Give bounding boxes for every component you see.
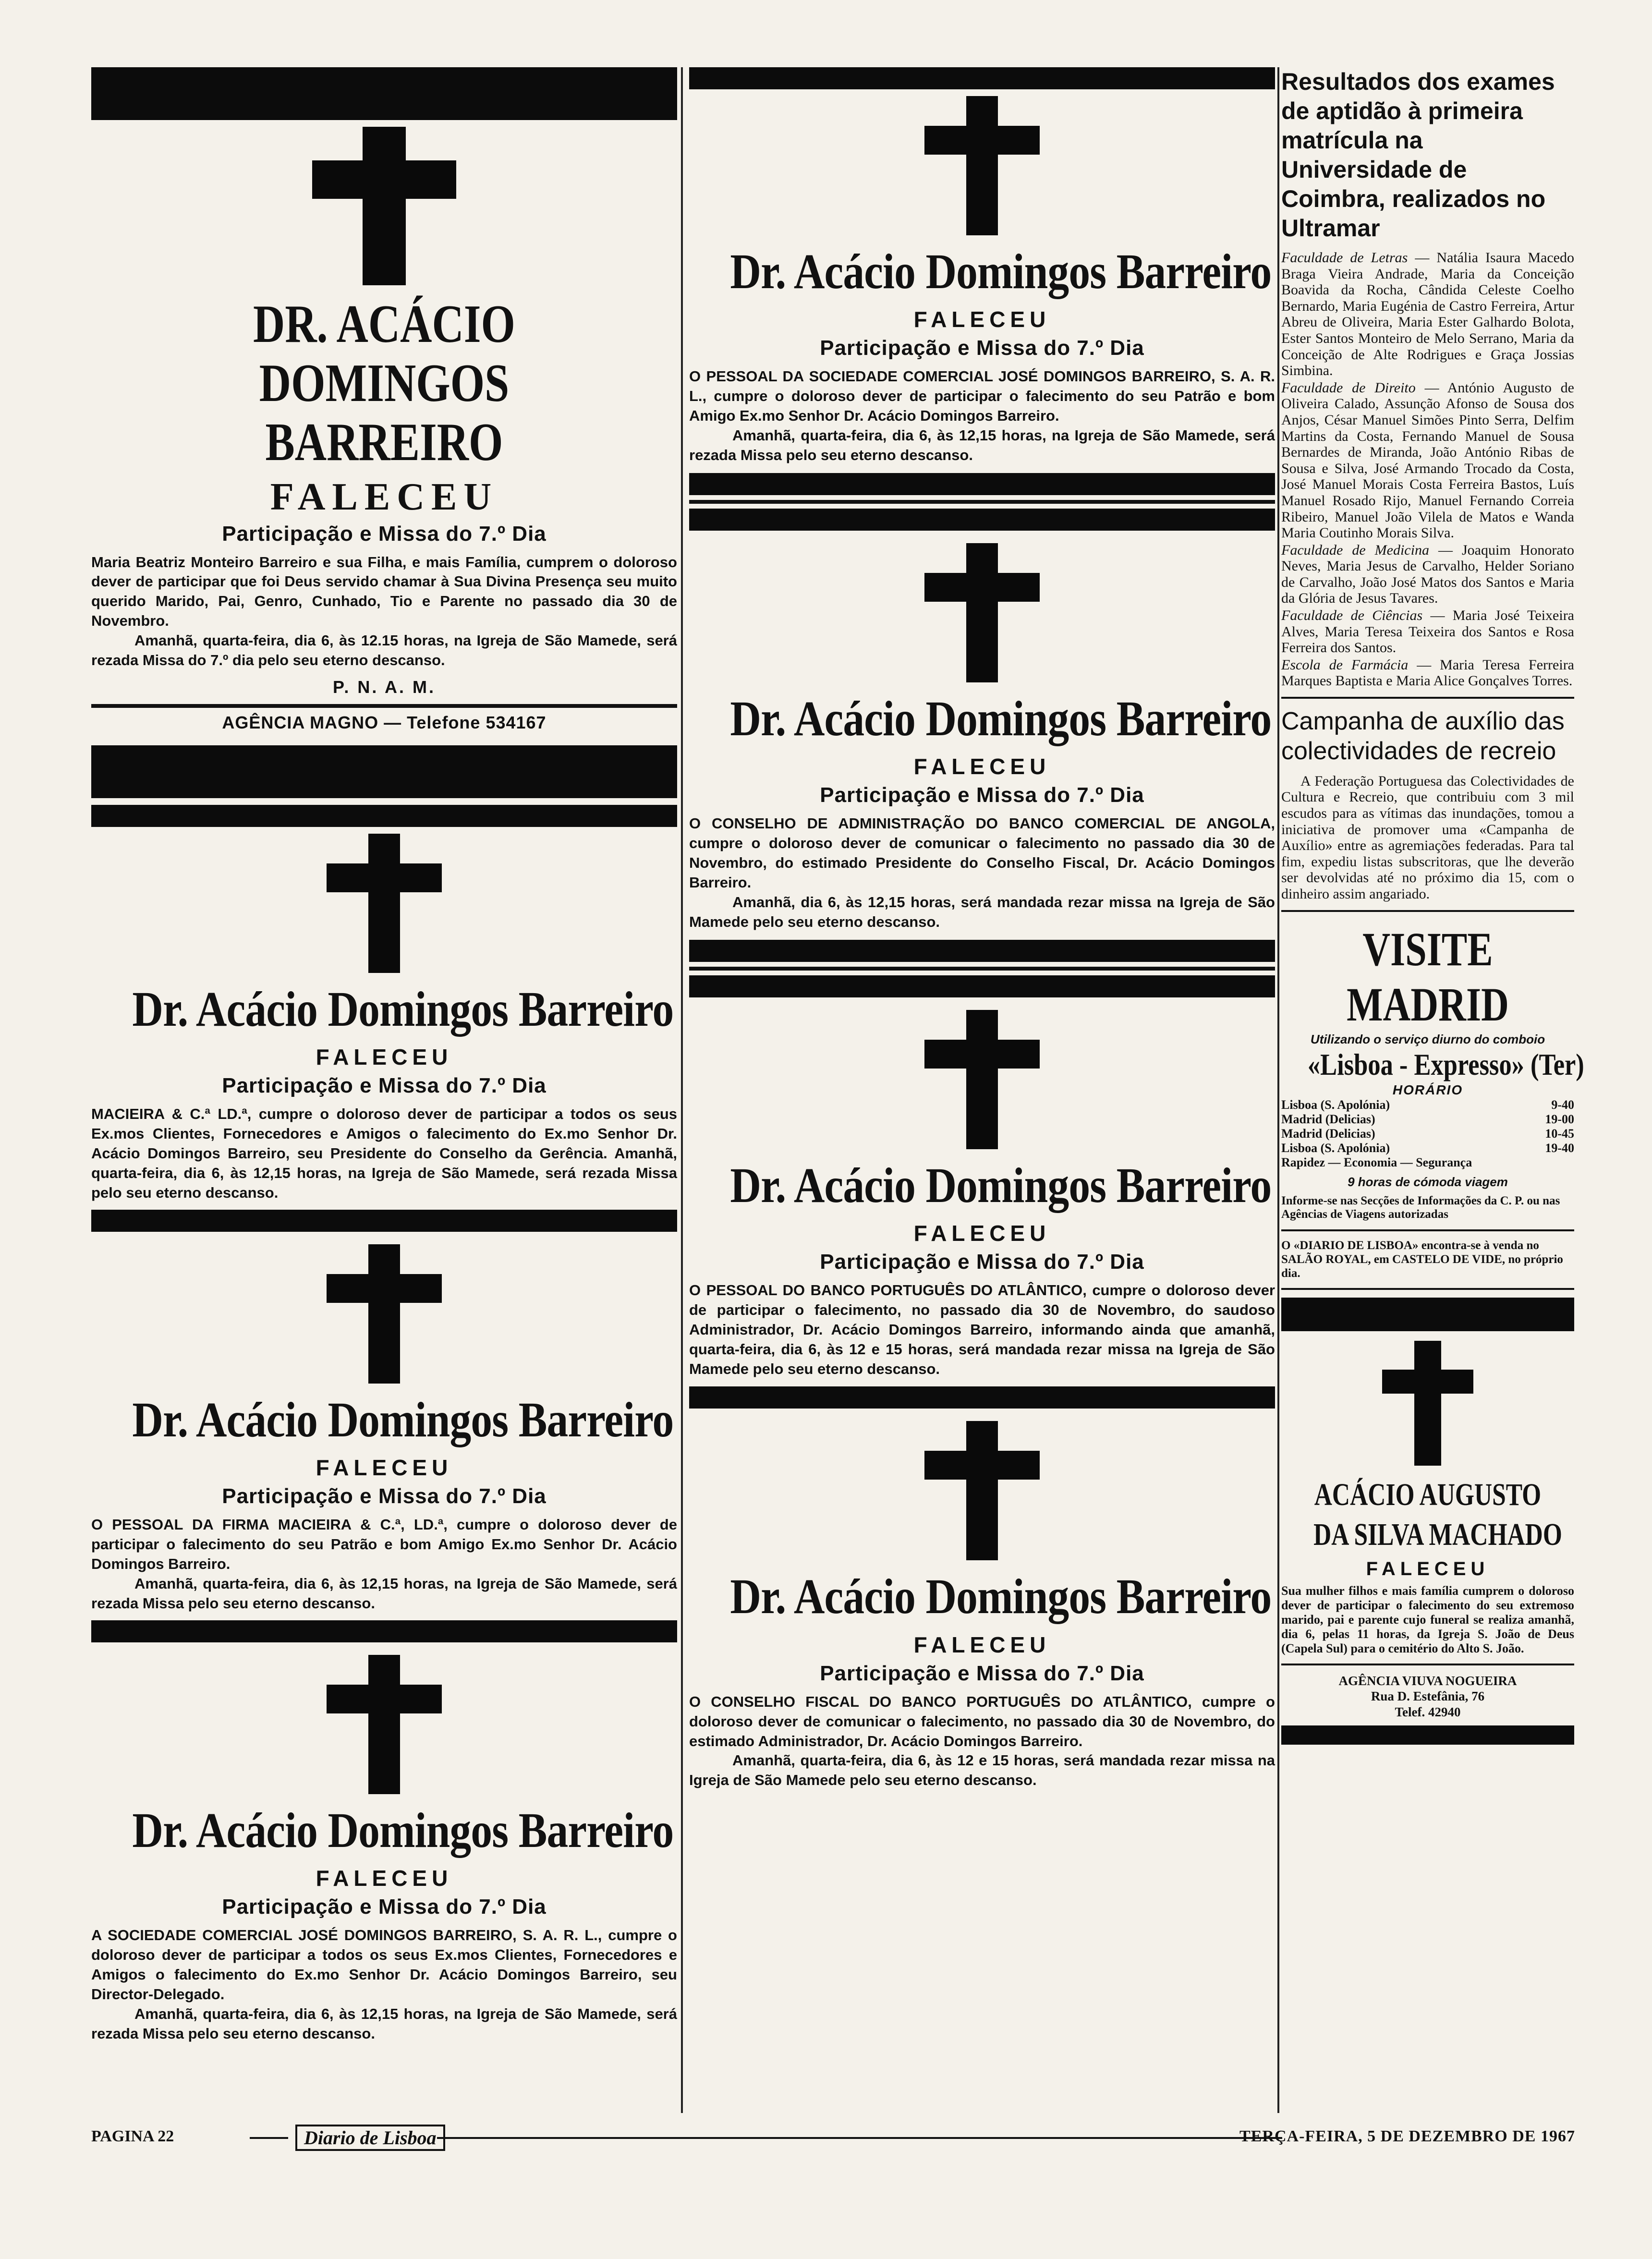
mourning-band-thin — [689, 940, 1275, 962]
mourning-band-thin — [689, 509, 1275, 531]
travel-duration: 9 horas de cómoda viagem — [1348, 1174, 1508, 1189]
cross-icon — [924, 1421, 1040, 1560]
article-body — [1281, 250, 1574, 689]
notice-paragraph: Amanhã, quarta-feira, dia 6, às 12,15 horas, na Igreja de São Mamede, será rezada Missa pelo seu eterno descanso. — [91, 1575, 677, 1612]
ad-headline: VISITE MADRID — [1347, 922, 1509, 1031]
faleceu-heading: FALECEU — [1366, 1558, 1490, 1580]
cross-icon — [924, 1010, 1040, 1149]
article-headline: Campanha de auxílio das colectividades de recreio — [1281, 707, 1565, 765]
mourning-band-thin — [689, 67, 1275, 89]
faleceu-heading: FALECEU — [316, 1866, 453, 1891]
faculty-names: — Maria José Teixeira Alves, Maria Teresa Teixeira dos Santos e Rosa Ferreira dos Santos. — [1281, 607, 1575, 656]
cross-icon — [924, 96, 1040, 235]
obituary-notice-macieira — [91, 745, 677, 1232]
schedule-heading: HORÁRIO — [1392, 1082, 1463, 1097]
faculty-label: Faculdade de Ciências — [1281, 607, 1423, 624]
deceased-name: Dr. Acácio Domingos Barreiro — [132, 982, 674, 1037]
schedule-row — [1281, 1127, 1574, 1141]
footer-rule — [250, 2137, 288, 2139]
divider — [1281, 910, 1574, 912]
divider — [1281, 1288, 1574, 1290]
participation-heading: Participação e Missa do 7.º Dia — [222, 1895, 547, 1919]
publication-date: TERÇA-FEIRA, 5 DE DEZEMBRO DE 1967 — [1239, 2127, 1575, 2145]
divider — [689, 500, 1275, 504]
obituary-notice-sociedade — [91, 1655, 677, 2044]
notice-paragraph: O CONSELHO FISCAL DO BANCO PORTUGUÊS DO ATLÂNTICO, cumpre o doloroso dever de comunicar o falecimento, no passado dia 30 de Novembro, do estimado Administrador, Dr. Acácio Domingos Barreiro. — [689, 1693, 1275, 1749]
participation-heading: Participação e Missa do 7.º Dia — [820, 336, 1144, 360]
schedule-place: Lisboa (S. Apolónia) — [1281, 1097, 1390, 1112]
deceased-name: Dr. Acácio Domingos Barreiro — [730, 1157, 1272, 1213]
schedule-time: 10-45 — [1545, 1126, 1574, 1141]
notice-paragraph: Amanhã, dia 6, às 12,15 horas, será mandada rezar missa na Igreja de São Mamede pelo seu eterno descanso. — [689, 893, 1275, 930]
participation-heading: Participação e Missa do 7.º Dia — [820, 1250, 1144, 1274]
notice-paragraph: A SOCIEDADE COMERCIAL JOSÉ DOMINGOS BARREIRO, S. A. R. L., cumpre o doloroso dever de participar a todos os seus Ex.mos Clientes, Fornecedores e Amigos o falecimento do Ex.mo Senhor Dr. Acácio Domingos Barreiro, seu Director-Delegado. — [91, 1927, 677, 2003]
schedule-place: Madrid (Delicias) — [1281, 1126, 1375, 1141]
deceased-name: DR. ACÁCIO DOMINGOS — [253, 294, 515, 413]
cross-icon — [327, 834, 442, 973]
article-paragraph: A Federação Portuguesa das Colectividades de Cultura e Recreio, que contribuiu com 3 mil escudos para as vítimas das inundações, tomou a iniciativa de promover uma «Campanha de Auxílio» entre as agremiações federadas. Para tal fim, expediu listas subscritoras, que lhe deverão ser devolvidas até no próximo dia 15, com o dinheiro assim angariado. — [1281, 773, 1574, 902]
cross-icon — [924, 543, 1040, 682]
schedule-table — [1281, 1098, 1574, 1170]
column-middle — [689, 67, 1275, 1803]
schedule-row — [1281, 1112, 1574, 1127]
funeral-agency: AGÊNCIA VIUVA NOGUEIRA — [1338, 1673, 1517, 1688]
deceased-name-line2: BARREIRO — [265, 413, 503, 473]
participation-heading: Participação e Missa do 7.º Dia — [820, 783, 1144, 807]
notice-paragraph: O PESSOAL DA FIRMA MACIEIRA & C.ª, LD.ª, cumpre o doloroso dever de participar o falecimento do seu Patrão e bom Amigo Ex.mo Senhor Dr. Acácio Domingos Barreiro. — [91, 1516, 677, 1572]
newspaper-logo: Diario de Lisboa — [295, 2125, 445, 2151]
deceased-name: Dr. Acácio Domingos Barreiro — [730, 1569, 1272, 1625]
notice-body — [91, 1515, 677, 1614]
notice-paragraph: MACIEIRA & C.ª LD.ª, cumpre o doloroso dever de participar a todos os seus Ex.mos Clientes, Fornecedores e Amigos o falecimento do Ex.mo Senhor Dr. Acácio Domingos Barreiro, seu Presidente do Conselho da Gerência. Amanhã, quarta-feira, dia 6, às 12,15 horas, na Igreja de São Mamede, será rezada Missa pelo seu eterno descanso. — [91, 1105, 677, 1201]
notice-body — [91, 553, 677, 670]
notice-paragraph: Amanhã, quarta-feira, dia 6, às 12,15 horas, na Igreja de São Mamede, será rezada Missa pelo seu eterno descanso. — [91, 2005, 677, 2042]
faleceu-heading: FALECEU — [316, 1044, 453, 1070]
schedule-time: 19-40 — [1545, 1141, 1574, 1155]
exam-results-article — [1281, 67, 1574, 689]
faleceu-heading: FALECEU — [316, 1455, 453, 1481]
faculty-names: — Maria Teresa Ferreira Marques Baptista e Maria Alice Gonçalves Torres. — [1281, 656, 1574, 689]
faleceu-heading: FALECEU — [913, 1632, 1051, 1657]
mourning-band-thin — [91, 1210, 677, 1232]
notice-paragraph: Amanhã, quarta-feira, dia 6, às 12.15 horas, na Igreja de São Mamede, será rezada Missa do 7.º dia pelo seu eterno descanso. — [91, 632, 677, 669]
deceased-name: Dr. Acácio Domingos Barreiro — [730, 691, 1272, 746]
notice-body — [689, 1281, 1275, 1379]
mourning-band-thin — [91, 805, 677, 827]
faculty-names: — António Augusto de Oliveira Calado, Assunção Afonso de Sousa dos Anjos, César Manuel Simões Pinto Serra, Delfim Martins da Costa, Fernando Manuel de Sousa Bernardes de Miranda, João António Ribas de Sousa e Silva, José Armando Trocado da Costa, José Manuel Morais Costa Ferreira Bastos, Luís Manuel Rosado Rijo, Manuel Fernando Correia Ribeiro, Manuel João Vilela de Matos e Wanda Maria Coutinho Morais Silva. — [1281, 379, 1574, 541]
diario-sales-note: O «DIARIO DE LISBOA» encontra-se à venda no SALÃO ROYAL, em CASTELO DE VIDE, no próprio dia. — [1281, 1239, 1563, 1280]
notice-body — [689, 814, 1275, 932]
obituary-notice-sociedade-staff — [689, 67, 1275, 531]
obituary-notice-bpa-fiscal — [689, 1421, 1275, 1790]
mourning-band — [91, 67, 677, 120]
mourning-band-thin — [1281, 1725, 1574, 1745]
deceased-name: Dr. Acácio Domingos Barreiro — [132, 1802, 674, 1858]
article-headline: Resultados dos exames de aptidão à primeira matrícula na Universidade de Coimbra, realizados no Ultramar — [1281, 68, 1555, 242]
faculty-label: Escola de Farmácia — [1281, 656, 1409, 673]
schedule-place: Madrid (Delicias) — [1281, 1112, 1375, 1126]
mourning-band-thin — [91, 1620, 677, 1642]
mourning-band — [1281, 1298, 1574, 1331]
mourning-band-thin — [689, 975, 1275, 997]
divider — [1281, 1229, 1574, 1231]
obituary-notice-banco-angola — [689, 543, 1275, 997]
funeral-agency-address: Rua D. Estefânia, 76 — [1371, 1689, 1485, 1704]
schedule-row — [1281, 1098, 1574, 1112]
deceased-name: Dr. Acácio Domingos Barreiro — [730, 244, 1272, 299]
faculty-label: Faculdade de Letras — [1281, 250, 1408, 266]
column-rule-2 — [1277, 67, 1279, 2113]
divider — [1281, 697, 1574, 699]
faleceu-heading: FALECEU — [270, 475, 498, 518]
participation-heading: Participação e Missa do 7.º Dia — [820, 1661, 1144, 1685]
cross-icon — [312, 127, 456, 285]
notice-paragraph: O PESSOAL DA SOCIEDADE COMERCIAL JOSÉ DOMINGOS BARREIRO, S. A. R. L., cumpre o doloroso dever de participar o falecimento do seu Patrão e bom Amigo Ex.mo Senhor Dr. Acácio Domingos Barreiro. — [689, 368, 1275, 425]
campanha-article — [1281, 706, 1574, 902]
faculty-names: — Joaquim Honorato Neves, Maria Jesus de Carvalho, Helder Soriano de Carvalho, João José Matos dos Santos e Maria da Glória de Jesus Tavares. — [1281, 542, 1574, 607]
pnam-signature: P. N. A. M. — [332, 677, 436, 697]
notice-paragraph: Amanhã, quarta-feira, dia 6, às 12,15 horas, na Igreja de São Mamede, será rezada Missa pelo seu eterno descanso. — [689, 427, 1275, 463]
funeral-agency: AGÊNCIA MAGNO — Telefone 534167 — [222, 713, 547, 732]
divider — [1281, 1664, 1574, 1665]
obituary-notice-family — [91, 67, 677, 733]
participation-heading: Participação e Missa do 7.º Dia — [222, 1484, 547, 1508]
schedule-place: Lisboa (S. Apolónia) — [1281, 1141, 1390, 1155]
notice-body: Sua mulher filhos e mais família cumprem o doloroso dever de participar o falecimento do seu extremoso marido, pai e parente cujo funeral se realiza amanhã, dia 6, pelas 11 horas, da Igreja S. João de Deus (Capela Sul) para o cemitério do Alto S. João. — [1281, 1584, 1574, 1655]
cross-icon — [1382, 1341, 1473, 1466]
faculty-label: Faculdade de Direito — [1281, 379, 1416, 396]
schedule-time: 19-00 — [1545, 1112, 1574, 1126]
madrid-advertisement — [1281, 922, 1584, 1222]
mourning-band-thin — [689, 1386, 1275, 1409]
notice-body — [689, 367, 1275, 465]
schedule-row — [1281, 1141, 1574, 1155]
cross-icon — [327, 1244, 442, 1384]
notice-paragraph: Maria Beatriz Monteiro Barreiro e sua Filha, e mais Família, cumprem o doloroso dever de participar que foi Deus servido chamar à Sua Divina Presença seu muito querido Marido, Pai, Genro, Cunhado, Tio e Parente no passado dia 30 de Novembro. — [91, 553, 677, 630]
faleceu-heading: FALECEU — [913, 1220, 1051, 1246]
deceased-name: Dr. Acácio Domingos Barreiro — [132, 1392, 674, 1447]
participation-heading: Participação e Missa do 7.º Dia — [222, 522, 547, 546]
deceased-name: ACÁCIO AUGUSTO — [1314, 1477, 1542, 1513]
participation-heading: Participação e Missa do 7.º Dia — [222, 1074, 547, 1098]
ad-subtitle: Utilizando o serviço diurno do comboio — [1310, 1032, 1545, 1046]
train-name: «Lisboa - Expresso» (Ter) — [1307, 1047, 1584, 1081]
obituary-notice-bpa-staff — [689, 1010, 1275, 1409]
notice-paragraph: Amanhã, quarta-feira, dia 6, às 12 e 15 horas, será mandada rezar missa na Igreja de São Mamede pelo seu eterno descanso. — [689, 1752, 1275, 1789]
funeral-agency-phone: Telef. 42940 — [1395, 1704, 1461, 1719]
footer-rule — [437, 2137, 1282, 2139]
obituary-notice-machado — [1281, 1341, 1574, 1745]
deceased-name-line2: DA SILVA MACHADO — [1313, 1517, 1562, 1552]
column-left — [91, 67, 677, 2056]
divider — [91, 704, 677, 708]
column-right — [1281, 67, 1584, 1757]
notice-body — [689, 1692, 1275, 1791]
notice-paragraph: O PESSOAL DO BANCO PORTUGUÊS DO ATLÂNTICO, cumpre o doloroso dever de participar o falecimento, no passado dia 30 de Novembro, do saudoso Administrador, Dr. Acácio Domingos Barreiro, informando ainda que amanhã, quarta-feira, dia 6, às 12 e 15 horas, será mandada rezar missa na Igreja de São Mamede pelo seu eterno descanso. — [689, 1281, 1275, 1377]
ad-tagline: Rapidez — Economia — Segurança — [1281, 1155, 1472, 1169]
faculty-label: Faculdade de Medicina — [1281, 542, 1429, 558]
notice-paragraph: O CONSELHO DE ADMINISTRAÇÃO DO BANCO COMERCIAL DE ANGOLA, cumpre o doloroso dever de comunicar o falecimento no passado dia 30 de Novembro, do estimado Presidente do Conselho Fiscal, Dr. Acácio Domingos Barreiro. — [689, 815, 1275, 891]
column-rule-1 — [681, 67, 683, 2113]
mourning-band-thin — [689, 473, 1275, 495]
notice-body — [91, 1926, 677, 2043]
mourning-band — [91, 745, 677, 798]
divider — [689, 967, 1275, 971]
schedule-time: 9-40 — [1551, 1097, 1574, 1112]
obituary-notice-macieira-staff — [91, 1244, 677, 1642]
ad-info: Informe-se nas Secções de Informações da C. P. ou nas Agências de Viagens autorizadas — [1281, 1194, 1560, 1221]
faculty-names: — Natália Isaura Macedo Braga Vieira Andrade, Maria da Conceição Boavida da Rocha, Cândida Celeste Coelho Bernardo, Maria Eugénia de Castro Ferreira, Artur Abreu de Oliveira, Maria Ester Galhardo Bolota, Ester Santos Monteiro de Melo Serrano, Maria da Conceição de Alte Rodrigues e Graça Jossias Simbina. — [1281, 250, 1574, 379]
page-number: PAGINA 22 — [91, 2127, 174, 2145]
faleceu-heading: FALECEU — [913, 307, 1051, 332]
article-body — [1281, 773, 1574, 902]
cross-icon — [327, 1655, 442, 1794]
faleceu-heading: FALECEU — [913, 754, 1051, 779]
notice-body — [91, 1105, 677, 1203]
